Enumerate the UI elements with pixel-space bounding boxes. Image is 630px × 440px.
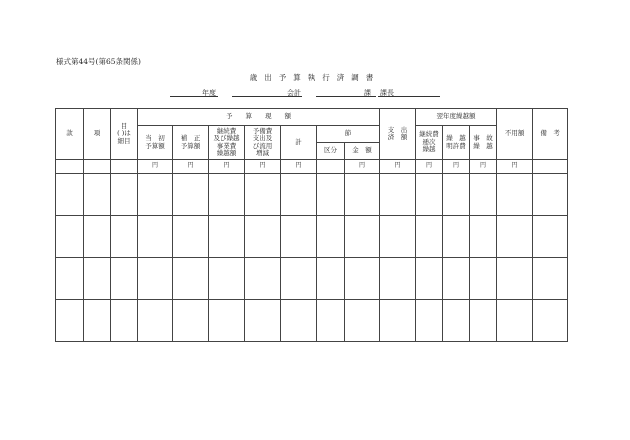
- unit-yen: 円: [245, 160, 281, 174]
- form-title: 歳出予算執行済調書: [249, 73, 381, 82]
- table-cell[interactable]: [281, 300, 317, 342]
- col-total: 計: [281, 126, 317, 160]
- manager-blank[interactable]: [378, 96, 440, 97]
- table-cell[interactable]: [470, 258, 497, 300]
- table-cell[interactable]: [209, 300, 245, 342]
- unit-row: [56, 160, 568, 174]
- unit-yen: 円: [443, 160, 470, 174]
- table-cell[interactable]: [111, 258, 138, 300]
- table-cell[interactable]: [173, 174, 209, 216]
- table-cell[interactable]: [497, 300, 533, 342]
- table-cell[interactable]: [111, 300, 138, 342]
- unit-yen: 円: [209, 160, 245, 174]
- table-cell[interactable]: [345, 300, 380, 342]
- col-carryover: 継続費 及び繰越 事業費 繰越額: [209, 126, 245, 160]
- unit-yen: 円: [138, 160, 173, 174]
- table-cell[interactable]: [317, 216, 345, 258]
- table-cell[interactable]: [443, 174, 470, 216]
- col-kubun: 区分: [317, 143, 345, 160]
- table-cell[interactable]: [111, 216, 138, 258]
- table-cell[interactable]: [56, 174, 84, 216]
- unit-yen: 円: [281, 160, 317, 174]
- col-unused: 不用額: [497, 109, 533, 160]
- table-cell[interactable]: [416, 258, 443, 300]
- unit-yen: 円: [173, 160, 209, 174]
- table-cell[interactable]: [84, 216, 111, 258]
- table-cell[interactable]: [380, 216, 416, 258]
- table-cell[interactable]: [533, 258, 568, 300]
- table-cell[interactable]: [470, 174, 497, 216]
- table-cell[interactable]: [173, 216, 209, 258]
- table-cell[interactable]: [209, 216, 245, 258]
- section-label: 課: [364, 89, 371, 97]
- table-cell[interactable]: [470, 216, 497, 258]
- table-cell[interactable]: [317, 300, 345, 342]
- col-initial-budget: 当 初 予算額: [138, 126, 173, 160]
- table-cell[interactable]: [281, 216, 317, 258]
- table-cell[interactable]: [345, 258, 380, 300]
- table-cell[interactable]: [416, 300, 443, 342]
- table-row: [56, 174, 568, 216]
- form-number: 様式第44号(第65条関係): [56, 57, 141, 66]
- table-cell[interactable]: [245, 174, 281, 216]
- table-cell[interactable]: [111, 174, 138, 216]
- col-next-jiko: 事 故 繰 越: [470, 126, 497, 160]
- table-cell[interactable]: [173, 258, 209, 300]
- unit-yen: 円: [380, 160, 416, 174]
- table-cell[interactable]: [416, 174, 443, 216]
- table-cell[interactable]: [497, 174, 533, 216]
- table-cell[interactable]: [380, 300, 416, 342]
- col-moku: 目 ( )は 細目: [111, 109, 138, 160]
- table-cell[interactable]: [380, 174, 416, 216]
- manager-label: 課長: [380, 89, 394, 97]
- table-cell[interactable]: [345, 216, 380, 258]
- table-cell[interactable]: [281, 258, 317, 300]
- table-cell[interactable]: [56, 216, 84, 258]
- table-cell[interactable]: [345, 174, 380, 216]
- table-cell[interactable]: [245, 300, 281, 342]
- col-remarks: 備 考: [533, 109, 568, 160]
- table-cell[interactable]: [111, 160, 138, 174]
- table-cell[interactable]: [497, 258, 533, 300]
- table-cell[interactable]: [138, 174, 173, 216]
- col-spent: 支 出 済 額: [380, 109, 416, 160]
- table-cell[interactable]: [138, 216, 173, 258]
- table-cell[interactable]: [56, 160, 84, 174]
- col-kou: 項: [84, 109, 111, 160]
- table-cell[interactable]: [533, 160, 568, 174]
- table-cell[interactable]: [56, 300, 84, 342]
- table-cell[interactable]: [317, 258, 345, 300]
- table-cell[interactable]: [317, 174, 345, 216]
- table-body: [56, 174, 568, 342]
- unit-yen: 円: [470, 160, 497, 174]
- table-row: [56, 216, 568, 258]
- table-cell[interactable]: [443, 216, 470, 258]
- table-cell[interactable]: [533, 174, 568, 216]
- table-cell[interactable]: [173, 300, 209, 342]
- table-cell[interactable]: [443, 258, 470, 300]
- table-cell[interactable]: [470, 300, 497, 342]
- table-cell[interactable]: [245, 258, 281, 300]
- account-label: 会計: [287, 89, 301, 97]
- unit-yen: 円: [497, 160, 533, 174]
- unit-yen: 円: [416, 160, 443, 174]
- table-cell[interactable]: [443, 300, 470, 342]
- table-cell[interactable]: [56, 258, 84, 300]
- col-next-keizoku: 継続費 逓次 繰越: [416, 126, 443, 160]
- table-row: [56, 300, 568, 342]
- table-cell[interactable]: [380, 258, 416, 300]
- col-supplementary-budget: 補 正 予算額: [173, 126, 209, 160]
- table-cell[interactable]: [84, 160, 111, 174]
- col-next-meikyo: 繰 越 明許費: [443, 126, 470, 160]
- col-kan: 款: [56, 109, 84, 160]
- table-cell[interactable]: [245, 216, 281, 258]
- table-cell[interactable]: [138, 258, 173, 300]
- col-kingaku: 金 額: [345, 143, 380, 160]
- table-cell[interactable]: [209, 174, 245, 216]
- col-reserve-transfer: 予備費 支出及 び流用 増減: [245, 126, 281, 160]
- table-cell[interactable]: [84, 300, 111, 342]
- table-cell[interactable]: [533, 300, 568, 342]
- table-cell[interactable]: [497, 216, 533, 258]
- table-cell[interactable]: [209, 258, 245, 300]
- year-label: 年度: [202, 89, 216, 97]
- col-setsu: 節: [317, 126, 380, 143]
- budget-execution-table: [55, 108, 568, 342]
- table-cell[interactable]: [317, 160, 345, 174]
- table-cell[interactable]: [138, 300, 173, 342]
- table-cell[interactable]: [281, 174, 317, 216]
- table-cell[interactable]: [84, 174, 111, 216]
- table-cell[interactable]: [84, 258, 111, 300]
- table-row: [56, 258, 568, 300]
- table-cell[interactable]: [416, 216, 443, 258]
- table-cell[interactable]: [533, 216, 568, 258]
- group-next-year: 翌年度繰越額: [416, 109, 497, 126]
- unit-yen: 円: [345, 160, 380, 174]
- group-budget: 予 算 現 額: [138, 109, 380, 126]
